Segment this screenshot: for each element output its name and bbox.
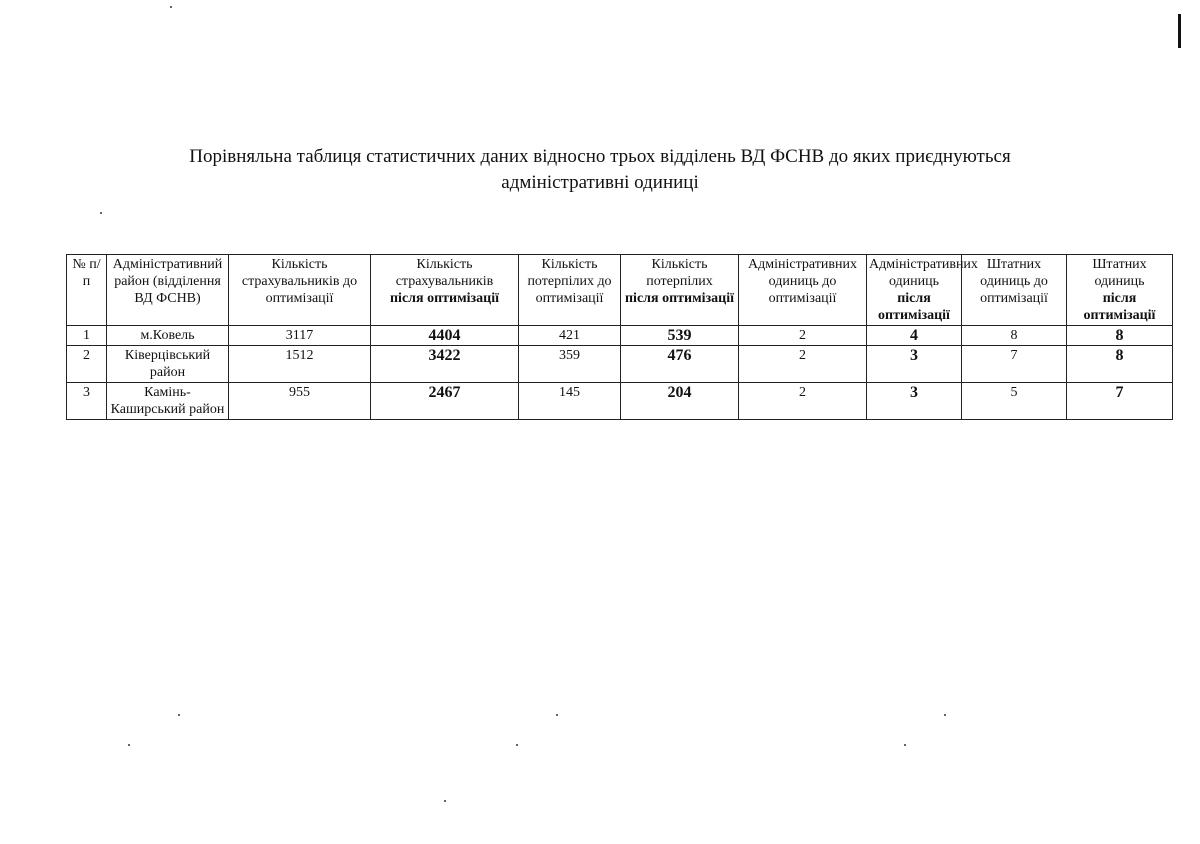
cell-number: 2 — [67, 346, 107, 383]
header-admin-units-after: Адміністративних одиниць після оптимізації — [867, 255, 962, 326]
cell-insurers-after: 4404 — [371, 326, 519, 346]
cell-staff-after: 8 — [1067, 326, 1173, 346]
scan-speck — [904, 744, 906, 746]
table-row — [67, 346, 1173, 383]
scan-speck — [556, 714, 558, 716]
header-staff-after: Штатних одиниць після оптимізації — [1067, 255, 1173, 326]
cell-staff-after: 7 — [1067, 383, 1173, 420]
cell-district: Камінь-Каширський район — [107, 383, 229, 420]
scan-speck — [170, 6, 172, 8]
cell-admin-units-before: 2 — [739, 383, 867, 420]
cell-admin-units-after: 3 — [867, 346, 962, 383]
cell-staff-after: 8 — [1067, 346, 1173, 383]
cell-district: м.Ковель — [107, 326, 229, 346]
table-row — [67, 326, 1173, 346]
cell-admin-units-after: 3 — [867, 383, 962, 420]
cell-district: Ківерцівський район — [107, 346, 229, 383]
header-victims-after: Кількість потерпілих після оптимізації — [621, 255, 739, 326]
header-victims-before: Кількість потерпілих до оптимізації — [519, 255, 621, 326]
cell-victims-after: 204 — [621, 383, 739, 420]
title-line-2: адміністративні одиниці — [501, 172, 699, 193]
header-district: Адміністративний район (відділення ВД ФСНВ) — [107, 255, 229, 326]
cell-staff-before: 8 — [962, 326, 1067, 346]
cell-staff-before: 7 — [962, 346, 1067, 383]
scan-speck — [178, 714, 180, 716]
table-header-row — [67, 255, 1173, 326]
cell-admin-units-after: 4 — [867, 326, 962, 346]
table-row — [67, 383, 1173, 420]
cell-admin-units-before: 2 — [739, 326, 867, 346]
statistics-table — [66, 254, 1173, 420]
header-insurers-before: Кількість страхувальників до оптимізації — [229, 255, 371, 326]
cell-victims-after: 539 — [621, 326, 739, 346]
title-line-1: Порівняльна таблиця статистичних даних відносно трьох відділень ВД ФСНВ до яких приєднуються — [189, 146, 1011, 167]
cell-number: 3 — [67, 383, 107, 420]
cell-insurers-before: 3117 — [229, 326, 371, 346]
header-staff-before: Штатних одиниць до оптимізації — [962, 255, 1067, 326]
scan-speck — [516, 744, 518, 746]
cell-insurers-after: 2467 — [371, 383, 519, 420]
scan-speck — [128, 744, 130, 746]
cell-insurers-after: 3422 — [371, 346, 519, 383]
cell-insurers-before: 1512 — [229, 346, 371, 383]
page-edge-mark — [1178, 14, 1181, 48]
cell-number: 1 — [67, 326, 107, 346]
cell-admin-units-before: 2 — [739, 346, 867, 383]
header-insurers-after: Кількість страхувальників після оптимізації — [371, 255, 519, 326]
cell-victims-before: 145 — [519, 383, 621, 420]
cell-insurers-before: 955 — [229, 383, 371, 420]
cell-victims-before: 359 — [519, 346, 621, 383]
cell-staff-before: 5 — [962, 383, 1067, 420]
cell-victims-before: 421 — [519, 326, 621, 346]
header-admin-units-before: Адміністративних одиниць до оптимізації — [739, 255, 867, 326]
header-number: № п/п — [67, 255, 107, 326]
cell-victims-after: 476 — [621, 346, 739, 383]
scan-speck — [100, 212, 102, 214]
document-title — [60, 144, 1140, 196]
scan-speck — [944, 714, 946, 716]
scan-speck — [444, 800, 446, 802]
